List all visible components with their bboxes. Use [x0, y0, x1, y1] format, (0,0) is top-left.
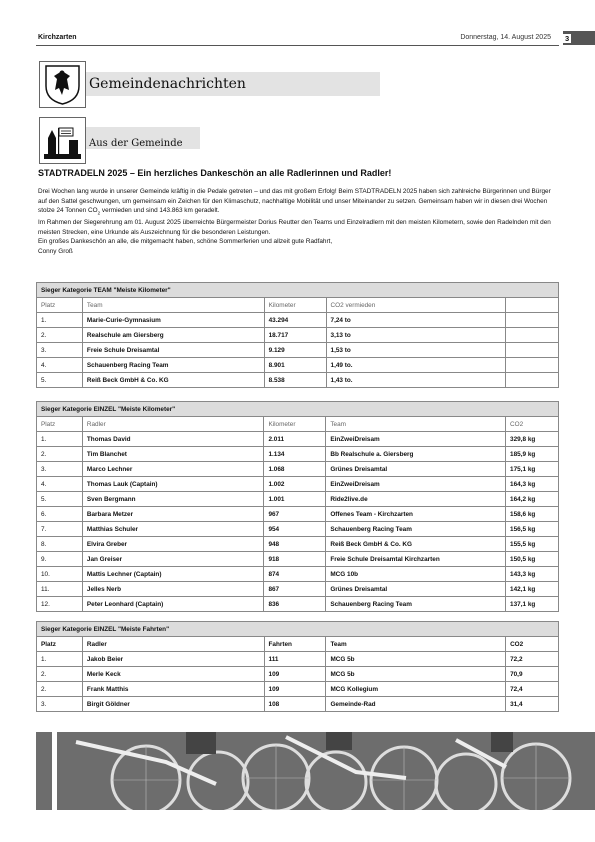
table-cell: 2.	[37, 682, 83, 697]
table-row	[37, 597, 559, 612]
table-cell: 918	[264, 552, 326, 567]
table-cell: Elvira Greber	[82, 537, 264, 552]
table-row	[37, 373, 559, 388]
table-row	[37, 477, 559, 492]
table-cell: 2.	[37, 447, 83, 462]
table-cell: 158,6 kg	[506, 507, 559, 522]
table-cell: 954	[264, 522, 326, 537]
table-header-row	[37, 417, 559, 432]
table-cell: 3,13 to	[326, 328, 506, 343]
bicycles-photo	[36, 732, 595, 810]
table-row	[37, 447, 559, 462]
table-cell: Offenes Team - Kirchzarten	[326, 507, 506, 522]
article-paragraph-3: Ein großes Dankeschön an alle, die mitgemacht haben, schöne Sommerferien und allzeit gute Radfahrt,	[38, 238, 333, 246]
table-cell: 3.	[37, 697, 83, 712]
table-cell: Birgit Göldner	[82, 697, 264, 712]
table-cell: Ride2live.de	[326, 492, 506, 507]
table-cell: Freie Schule Dreisamtal	[82, 343, 264, 358]
table-cell: 3.	[37, 462, 83, 477]
table-row	[37, 652, 559, 667]
table-cell: MCG 5b	[326, 652, 506, 667]
table-row	[37, 313, 559, 328]
col-header: Team	[326, 417, 506, 432]
table-cell: 836	[264, 597, 326, 612]
table-cell: 8.538	[264, 373, 326, 388]
table-cell: 1.	[37, 652, 83, 667]
table-cell: EinZweiDreisam	[326, 477, 506, 492]
table-cell: 43.294	[264, 313, 326, 328]
col-header: CO2 vermieden	[326, 298, 506, 313]
table-cell: 31,4	[506, 697, 559, 712]
table-cell: 967	[264, 507, 326, 522]
table-cell: 143,3 kg	[506, 567, 559, 582]
table-cell: Grünes Dreisamtal	[326, 582, 506, 597]
table-cell: Jelles Nerb	[82, 582, 264, 597]
table-cell: 5.	[37, 373, 83, 388]
table-cell: 109	[264, 667, 326, 682]
table-cell	[506, 313, 559, 328]
table-caption: Sieger Kategorie TEAM "Meiste Kilometer"	[37, 283, 559, 298]
table-header-row	[37, 637, 559, 652]
table-row	[37, 358, 559, 373]
table-cell: 72,2	[506, 652, 559, 667]
table-cell: Matthias Schuler	[82, 522, 264, 537]
table-cell: 5.	[37, 492, 83, 507]
table-cell: 1.	[37, 313, 83, 328]
table-cell: 70,9	[506, 667, 559, 682]
table-cell: MCG Kollegium	[326, 682, 506, 697]
table-row	[37, 567, 559, 582]
table-cell: Tim Blanchet	[82, 447, 264, 462]
table-cell: 72,4	[506, 682, 559, 697]
table-cell: 1.068	[264, 462, 326, 477]
col-header: Radler	[82, 637, 264, 652]
coat-of-arms-icon	[39, 61, 86, 108]
table-cell: Sven Bergmann	[82, 492, 264, 507]
table-cell: Reiß Beck GmbH & Co. KG	[326, 537, 506, 552]
col-header: Radler	[82, 417, 264, 432]
table-cell: Thomas David	[82, 432, 264, 447]
table-cell: 4.	[37, 477, 83, 492]
table-cell: Realschule am Giersberg	[82, 328, 264, 343]
table-cell: 6.	[37, 507, 83, 522]
header-rule	[36, 45, 559, 46]
section-title-sub: Aus der Gemeinde	[89, 138, 183, 149]
article-signature: Conny Groß	[38, 247, 73, 255]
table-cell: Frank Matthis	[82, 682, 264, 697]
article-p1-end: vermieden und sind 143.863 km geradelt.	[100, 207, 220, 215]
table-cell: 2.	[37, 667, 83, 682]
table-caption: Sieger Kategorie EINZEL "Meiste Kilometer"	[37, 402, 559, 417]
table-cell: 1,43 to.	[326, 373, 506, 388]
table-cell: Schauenberg Racing Team	[326, 522, 506, 537]
article-p1-text: Drei Wochen lang wurde in unserer Gemeinde kräftig in die Pedale getreten – und das mit großem Erfolg! Beim STADTRADELN 2025 haben sich zahlreiche Bürgerinnen und Bürger auf den Sattel geschwungen, um gemeinsam ein Zeichen für den Klimaschutz, nachhaltige Mobilität und unser Miteinander zu setzen. Gemeinsam haben wir in diesen drei Wochen stolze 24 Tonnen CO	[38, 188, 551, 215]
table-row	[37, 507, 559, 522]
table-cell: 1,53 to	[326, 343, 506, 358]
table-cell: 9.129	[264, 343, 326, 358]
table-cell: MCG 10b	[326, 567, 506, 582]
table-cell: 164,3 kg	[506, 477, 559, 492]
town-hall-icon	[39, 117, 86, 164]
table-cell: 155,5 kg	[506, 537, 559, 552]
table-row	[37, 537, 559, 552]
table-cell: 18.717	[264, 328, 326, 343]
section-title-main: Gemeindenachrichten	[89, 76, 246, 92]
col-header: Kilometer	[264, 298, 326, 313]
table-cell: 11.	[37, 582, 83, 597]
table-cell: 3.	[37, 343, 83, 358]
table-row	[37, 552, 559, 567]
table-cell: 1.134	[264, 447, 326, 462]
table-cell: 111	[264, 652, 326, 667]
article-body	[38, 187, 560, 256]
table-row	[37, 432, 559, 447]
table-cell: 329,8 kg	[506, 432, 559, 447]
table-row	[37, 328, 559, 343]
table-caption: Sieger Kategorie EINZEL "Meiste Fahrten"	[37, 622, 559, 637]
table-row	[37, 682, 559, 697]
table-cell: 150,5 kg	[506, 552, 559, 567]
table-cell: 948	[264, 537, 326, 552]
col-header: Fahrten	[264, 637, 326, 652]
table-cell: 2.	[37, 328, 83, 343]
table-cell: Reiß Beck GmbH & Co. KG	[82, 373, 264, 388]
table-cell: 1.002	[264, 477, 326, 492]
team-km-table	[36, 282, 559, 388]
table-row	[37, 697, 559, 712]
table-cell: Schauenberg Racing Team	[326, 597, 506, 612]
table-cell: 8.	[37, 537, 83, 552]
table-row	[37, 343, 559, 358]
table-cell: 12.	[37, 597, 83, 612]
table-cell: Thomas Lauk (Captain)	[82, 477, 264, 492]
table-cell: 137,1 kg	[506, 597, 559, 612]
page-number-box	[563, 31, 595, 45]
table-cell: EinZweiDreisam	[326, 432, 506, 447]
table-cell: 9.	[37, 552, 83, 567]
table-cell: 1.001	[264, 492, 326, 507]
einzel-fahrten-table	[36, 621, 559, 712]
table-cell	[506, 328, 559, 343]
table-cell: 867	[264, 582, 326, 597]
table-row	[37, 667, 559, 682]
table-cell: 164,2 kg	[506, 492, 559, 507]
page-header	[36, 31, 595, 46]
table-cell: MCG 5b	[326, 667, 506, 682]
article-paragraph-2: Im Rahmen der Siegerehrung am 01. August 2025 überreichte Bürgermeister Dorius Reutter den Teams und Einzelradlern mit den meisten Kilometern, sowie den Radelnden mit den meisten Strecken, eine Urkunde als Auszeichnung für die besonderen Leistungen.	[38, 219, 551, 236]
table-cell	[506, 358, 559, 373]
table-cell: 109	[264, 682, 326, 697]
table-cell: 108	[264, 697, 326, 712]
table-cell: Freie Schule Dreisamtal Kirchzarten	[326, 552, 506, 567]
header-section: Kirchzarten	[38, 34, 77, 41]
table-row	[37, 492, 559, 507]
col-header: CO2	[506, 637, 559, 652]
table-cell: Barbara Metzer	[82, 507, 264, 522]
table-cell: Peter Leonhard (Captain)	[82, 597, 264, 612]
einzel-km-table	[36, 401, 559, 612]
table-cell: Grünes Dreisamtal	[326, 462, 506, 477]
header-date: Donnerstag, 14. August 2025	[460, 34, 551, 41]
table-cell: 4.	[37, 358, 83, 373]
col-header: Team	[326, 637, 506, 652]
col-header: Team	[82, 298, 264, 313]
table-cell: Marco Lechner	[82, 462, 264, 477]
table-cell: 2.011	[264, 432, 326, 447]
table-cell: Schauenberg Racing Team	[82, 358, 264, 373]
table-cell: 7,24 to	[326, 313, 506, 328]
table-row	[37, 522, 559, 537]
table-cell: Jakob Beier	[82, 652, 264, 667]
table-header-row	[37, 298, 559, 313]
table-cell: 185,9 kg	[506, 447, 559, 462]
table-row	[37, 462, 559, 477]
col-header: Platz	[37, 298, 83, 313]
table-cell: Mattis Lechner (Captain)	[82, 567, 264, 582]
article-paragraph-1	[38, 187, 560, 218]
table-cell: 142,1 kg	[506, 582, 559, 597]
table-row	[37, 582, 559, 597]
table-cell: Merle Keck	[82, 667, 264, 682]
table-cell: Bb Realschule a. Giersberg	[326, 447, 506, 462]
table-cell: 175,1 kg	[506, 462, 559, 477]
table-cell: 1.	[37, 432, 83, 447]
table-cell: 1,49 to.	[326, 358, 506, 373]
table-cell: Gemeinde-Rad	[326, 697, 506, 712]
table-cell: 10.	[37, 567, 83, 582]
table-cell: 156,5 kg	[506, 522, 559, 537]
col-header: Platz	[37, 637, 83, 652]
table-cell: 7.	[37, 522, 83, 537]
table-cell: Marie-Curie-Gymnasium	[82, 313, 264, 328]
table-cell	[506, 343, 559, 358]
table-cell: Jan Greiser	[82, 552, 264, 567]
table-cell: 874	[264, 567, 326, 582]
table-cell: 8.901	[264, 358, 326, 373]
col-header: CO2	[506, 417, 559, 432]
co2-subscript: 2	[97, 210, 101, 216]
article-title: STADTRADELN 2025 – Ein herzliches Dankeschön an alle Radlerinnen und Radler!	[38, 168, 392, 178]
table-cell	[506, 373, 559, 388]
col-header: Kilometer	[264, 417, 326, 432]
page-number: 3	[565, 34, 570, 43]
col-header	[506, 298, 559, 313]
col-header: Platz	[37, 417, 83, 432]
